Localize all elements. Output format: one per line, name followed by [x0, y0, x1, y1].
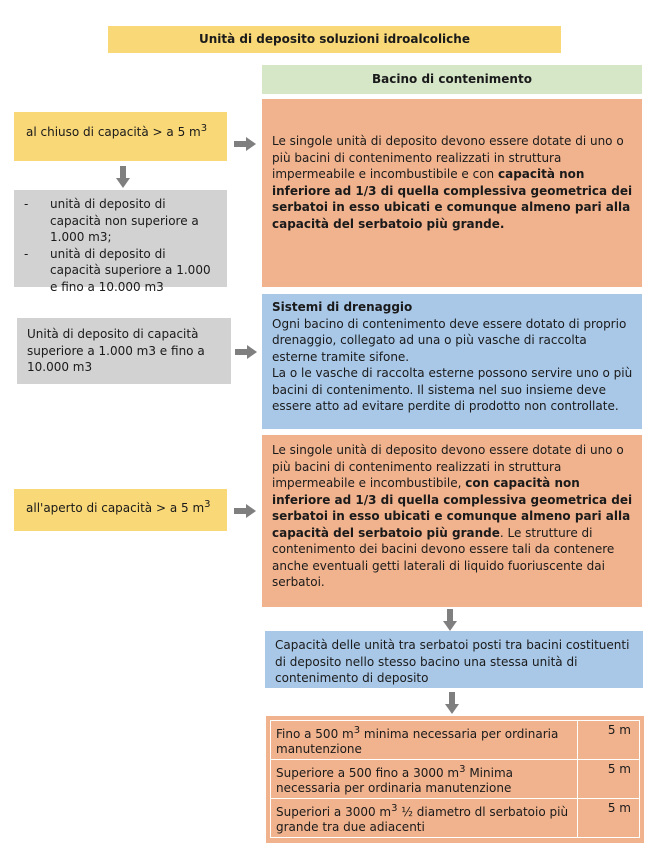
distances-box	[266, 716, 644, 843]
distance-label: Superiore a 500 fino a 3000 $m^3$ Minima necessaria per ordinaria manutenzione	[271, 760, 578, 799]
open-storage-label: all'aperto di capacità > a 5 m	[26, 501, 205, 515]
arrow-right-icon	[234, 504, 256, 518]
requirement-bold-text: con capacità non inferiore ad 1/3 di quella complessiva geometrica dei serbatoi in esso ubicati e comunque almeno pari alla capacità del serbatoio più grande	[272, 476, 633, 540]
closed-storage-label: al chiuso di capacità > a 5 m	[26, 125, 201, 139]
arrow-down-icon	[116, 166, 130, 188]
requirement-text: Le singole unità di deposito devono essere dotate di uno o più bacini di contenimento realizzati in struttura impermeabile e incombustibile,	[272, 443, 624, 490]
drainage-paragraph-1: Ogni bacino di contenimento deve essere dotato di proprio drenaggio, collegato ad una o più vasche di raccolta esterne tramite sifone.	[272, 316, 627, 364]
arrow-down-icon	[443, 609, 457, 631]
diagram-title: Unità di deposito soluzioni idroalcoliche	[108, 26, 561, 53]
requirement-text: Le singole unità di deposito devono essere dotate di uno o più bacini di contenimento realizzati in struttura impermeabile e incombustibile e con	[272, 134, 624, 181]
distance-label: Fino a 500 $m^3$ minima necessaria per ordinaria manutenzione	[271, 721, 578, 760]
open-storage-sup: 3	[204, 499, 211, 510]
drainage-box	[262, 294, 642, 429]
drainage-paragraph-2: La o le vasche di raccolta esterne possono servire uno o più bacini di contenimento. Il sistema nel suo insieme deve essere atto ad evitare perdite di prodotto non controllate.	[272, 366, 633, 413]
distances-table	[270, 720, 640, 838]
requirement-text-tail: . Le strutture di contenimento dei bacini devono essere tali da contenere anche eventuali getti laterali di liquido fuoriuscente dai serbatoi.	[272, 525, 615, 589]
closed-storage-sup: 3	[200, 123, 208, 134]
arrow-right-icon	[235, 345, 257, 359]
list-item: - unità di deposito di capacità non superiore a 1.000 m3;	[24, 197, 199, 244]
open-storage-box	[14, 489, 227, 531]
distance-value: 5 m	[578, 760, 640, 799]
header-bacino: Bacino di contenimento	[262, 65, 642, 94]
distance-label: Superiori a 3000 $m^3$ ½ diametro dl serbatoio più grande tra due adiacenti	[271, 799, 578, 838]
containment-requirement-closed	[262, 99, 642, 287]
closed-storage-list-box	[14, 190, 227, 294]
containment-requirement-open	[262, 435, 642, 607]
distance-value: 5 m	[578, 721, 640, 760]
medium-capacity-box: Unità di deposito di capacità superiore a 1.000 m3 e fino a 10.000 m3	[17, 318, 231, 384]
drainage-heading: Sistemi di drenaggio	[272, 300, 413, 314]
requirement-bold-text: capacità non inferiore ad 1/3 di quella complessiva geometrica dei serbatoi in esso ubicati e comunque almeno pari alla capacità del serbatoio più grande.	[272, 167, 633, 231]
table-row	[271, 799, 640, 838]
arrow-right-icon	[234, 137, 256, 151]
table-row	[271, 721, 640, 760]
closed-storage-list	[24, 196, 217, 295]
capacity-box: Capacità delle unità tra serbatoi posti tra bacini costituenti di deposito nello stesso bacino una stessa unità di contenimento di deposito	[265, 631, 643, 688]
list-item: - unità di deposito di capacità superiore a 1.000 e fino a 10.000 m3	[24, 246, 211, 294]
arrow-down-icon	[445, 692, 459, 714]
table-row	[271, 760, 640, 799]
closed-storage-box	[14, 112, 227, 161]
distance-value: 5 m	[578, 799, 640, 838]
